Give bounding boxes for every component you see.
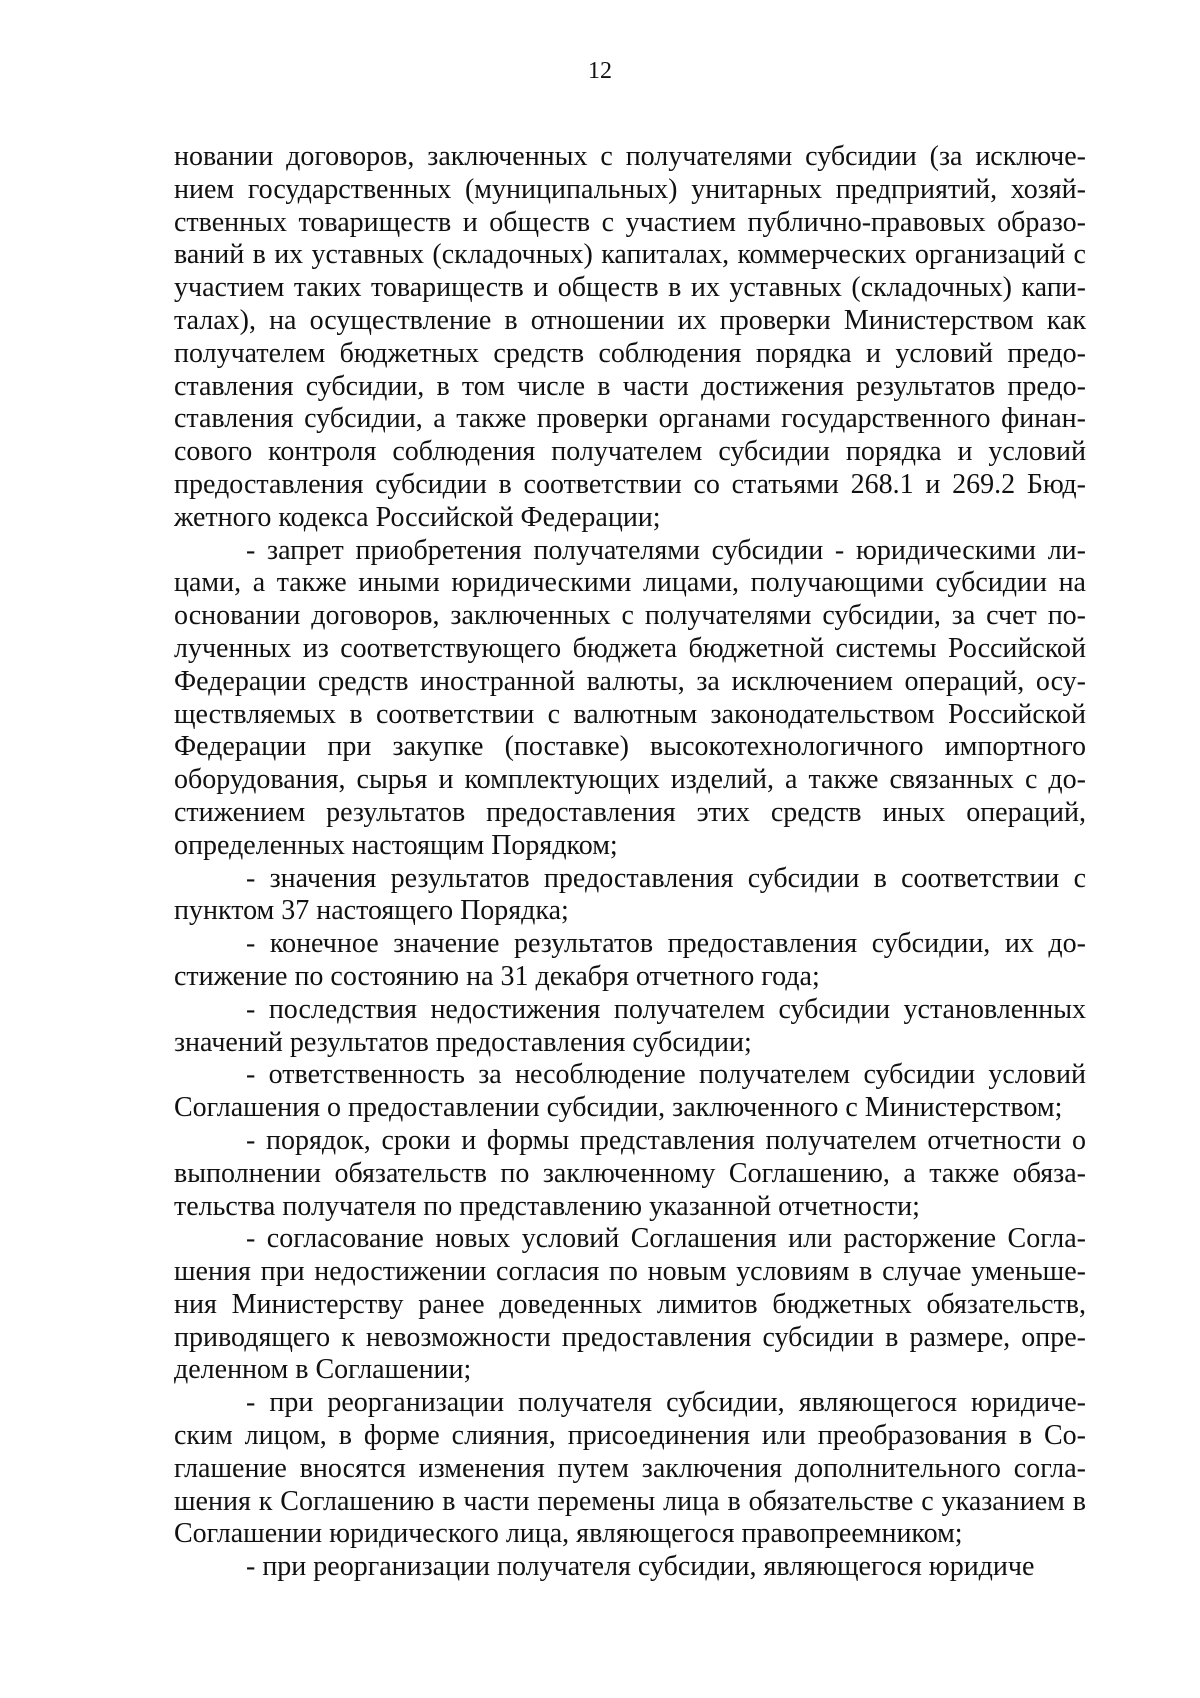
paragraph-final-result-value: - конечное значение результатов предоставления субсидии, их достижение по состоянию на 31 декабря отчетного года;: [174, 928, 1086, 992]
paragraph-reorganization-continued: - при реорганизации получателя субсидии, являющегося юридиче: [246, 1551, 1035, 1583]
document-body: [174, 141, 1086, 1584]
page-number: 12: [588, 58, 612, 84]
paragraph-contract-verification: новании договоров, заключенных с получателями субсидии (за исключением государственных (муниципальных) унитарных предприятий, хозяйственных товариществ и обществ с участием публично-правовых образований в их уставных (складочных) капиталах, коммерческих организаций с участием таких товариществ и обществ в их уставных (складочных) капиталах), на осуществление в отношении их проверки Министерством как получателем бюджетных средств соблюдения порядка и условий предоставления субсидии, в том числе в части достижения результатов предоставления субсидии, а также проверки органами государственного финансового контроля соблюдения получателем субсидии порядка и условий предоставления субсидии в соответствии со статьями 268.1 и 269.2 Бюджетного кодекса Российской Федерации;: [174, 141, 1086, 533]
paragraph-foreign-currency-ban: - запрет приобретения получателями субсидии - юридическими лицами, а также иными юридическими лицами, получающими субсидии на основании договоров, заключенных с получателями субсидии, за счет полученных из соответствующего бюджета бюджетной системы Российской Федерации средств иностранной валюты, за исключением операций, осуществляемых в соответствии с валютным законодательством Российской Федерации при закупке (поставке) высокотехнологичного импортного оборудования, сырья и комплектующих изделий, а также связанных с достижением результатов предоставления этих средств иных операций, определенных настоящим Порядком;: [174, 534, 1086, 861]
paragraph-reporting-procedure: - порядок, сроки и формы представления получателем отчетности о выполнении обязательств по заключенному Соглашению, а также обязательства получателя по представлению указанной отчетности;: [174, 1124, 1086, 1222]
paragraph-non-achievement-consequences: - последствия недостижения получателем субсидии установленных значений результатов предоставления субсидии;: [174, 993, 1086, 1058]
paragraph-result-values: - значения результатов предоставления субсидии в соответствии с пунктом 37 настоящего Порядка;: [174, 862, 1086, 927]
paragraph-reorganization-merger: - при реорганизации получателя субсидии, являющегося юридическим лицом, в форме слияния, присоединения или преобразования в Соглашение вносятся изменения путем заключения дополнительного соглашения к Соглашению в части перемены лица в обязательстве с указанием в Соглашении юридического лица, являющегося правопреемником;: [174, 1387, 1086, 1550]
paragraph-responsibility: - ответственность за несоблюдение получателем субсидии условий Соглашения о предоставлении субсидии, заключенного с Министерством;: [174, 1059, 1086, 1124]
paragraph-new-conditions: - согласование новых условий Соглашения или расторжение Соглашения при недостижении согласия по новым условиям в случае уменьшения Министерству ранее доведенных лимитов бюджетных обязательств, приводящего к невозможности предоставления субсидии в размере, определенном в Соглашении;: [174, 1223, 1086, 1386]
